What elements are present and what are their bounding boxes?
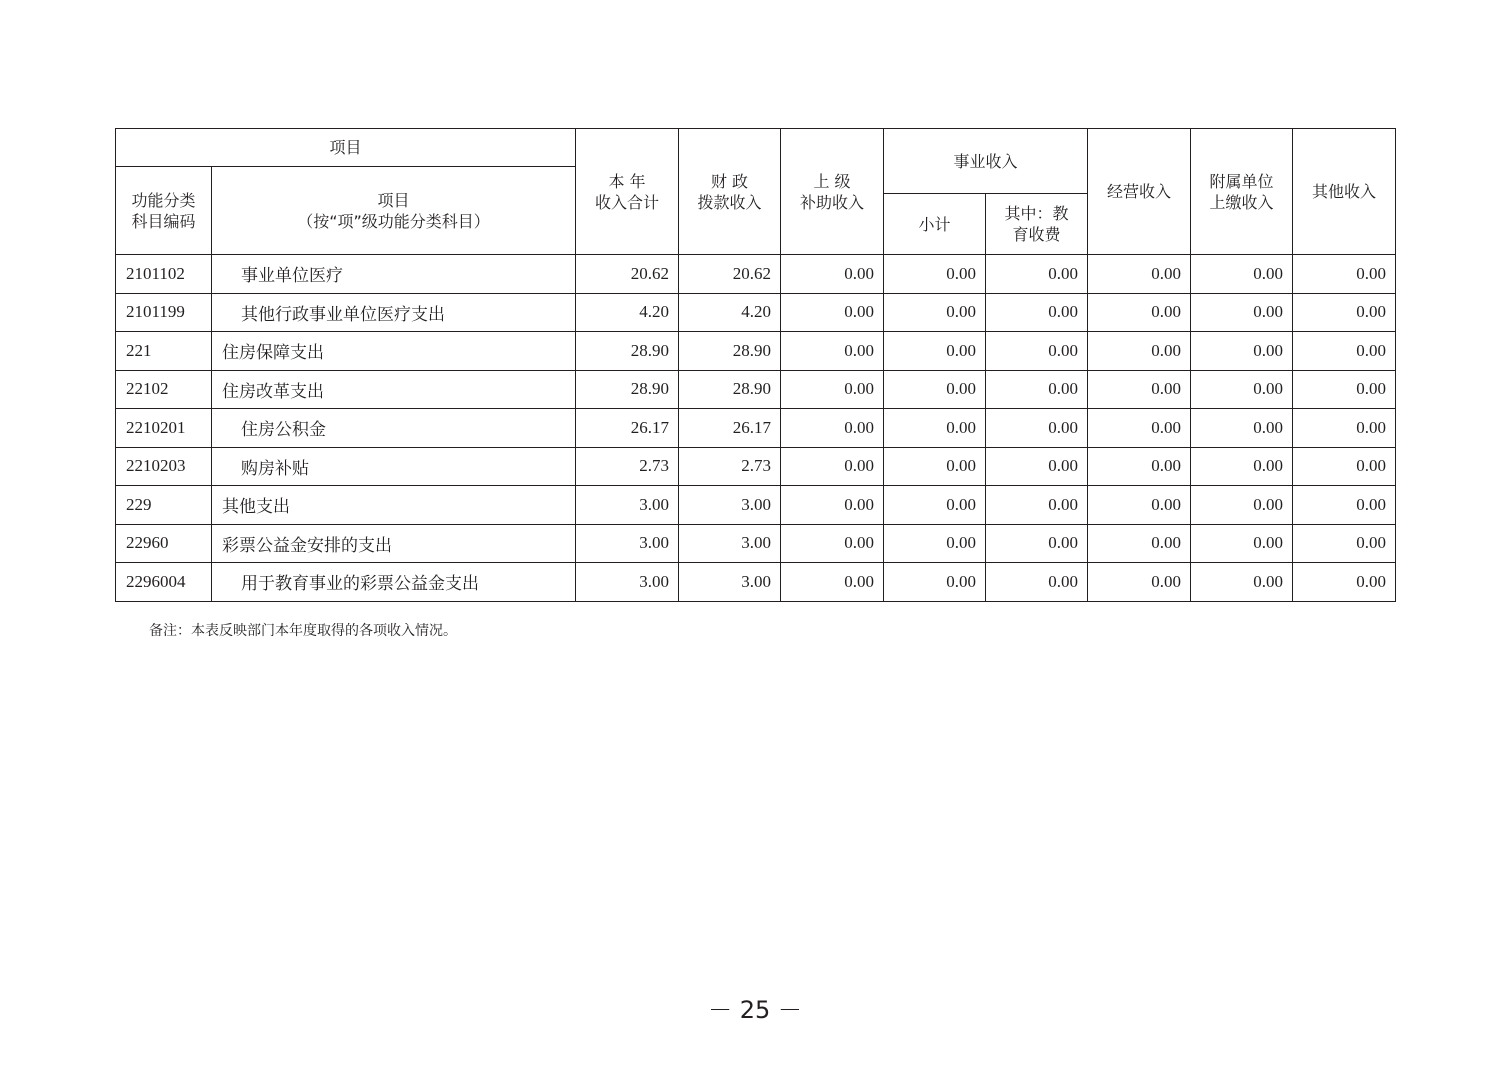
row-item-name: 住房改革支出 — [212, 370, 576, 409]
row-superior-subsidy: 0.00 — [781, 409, 884, 448]
row-other-income: 0.00 — [1293, 293, 1396, 332]
header-affiliated-income — [1191, 129, 1293, 255]
row-other-income: 0.00 — [1293, 447, 1396, 486]
header-edu-line-2: 育收费 — [1012, 225, 1061, 244]
header-education-fee — [986, 194, 1088, 255]
header-total-line-1: 本 年 — [608, 171, 646, 191]
row-total-income: 20.62 — [576, 255, 679, 294]
row-business-subtotal: 0.00 — [884, 409, 986, 448]
table-row — [116, 563, 1396, 602]
row-education-fee: 0.00 — [986, 332, 1088, 371]
row-superior-subsidy: 0.00 — [781, 293, 884, 332]
row-affiliated-income: 0.00 — [1191, 409, 1293, 448]
row-business-subtotal: 0.00 — [884, 524, 986, 563]
row-education-fee: 0.00 — [986, 255, 1088, 294]
row-item-name: 住房保障支出 — [212, 332, 576, 371]
row-superior-subsidy: 0.00 — [781, 332, 884, 371]
header-superior-line-1: 上 级 — [813, 171, 851, 191]
table-row — [116, 524, 1396, 563]
header-project-group: 项目 — [116, 129, 576, 167]
row-other-income: 0.00 — [1293, 370, 1396, 409]
row-fiscal-appropriation: 2.73 — [679, 447, 781, 486]
row-education-fee: 0.00 — [986, 370, 1088, 409]
row-operating-income: 0.00 — [1088, 524, 1191, 563]
row-education-fee: 0.00 — [986, 447, 1088, 486]
row-function-code: 2101199 — [116, 293, 212, 332]
row-business-subtotal: 0.00 — [884, 293, 986, 332]
row-total-income: 28.90 — [576, 370, 679, 409]
table-header — [116, 129, 1396, 255]
row-operating-income: 0.00 — [1088, 486, 1191, 525]
row-superior-subsidy: 0.00 — [781, 563, 884, 602]
header-other-income: 其他收入 — [1293, 129, 1396, 255]
row-operating-income: 0.00 — [1088, 447, 1191, 486]
row-fiscal-appropriation: 3.00 — [679, 486, 781, 525]
row-function-code: 22102 — [116, 370, 212, 409]
row-education-fee: 0.00 — [986, 524, 1088, 563]
header-fiscal-appropriation — [679, 129, 781, 255]
row-total-income: 2.73 — [576, 447, 679, 486]
row-other-income: 0.00 — [1293, 332, 1396, 371]
table-row — [116, 486, 1396, 525]
header-name-line-2: （按“项”级功能分类科目） — [297, 211, 490, 231]
row-function-code: 221 — [116, 332, 212, 371]
row-item-name: 彩票公益金安排的支出 — [212, 524, 576, 563]
row-affiliated-income: 0.00 — [1191, 486, 1293, 525]
row-item-name: 购房补贴 — [212, 447, 576, 486]
row-education-fee: 0.00 — [986, 563, 1088, 602]
table-row — [116, 409, 1396, 448]
row-function-code: 2101102 — [116, 255, 212, 294]
row-business-subtotal: 0.00 — [884, 563, 986, 602]
row-total-income: 3.00 — [576, 486, 679, 525]
row-affiliated-income: 0.00 — [1191, 332, 1293, 371]
row-business-subtotal: 0.00 — [884, 370, 986, 409]
row-other-income: 0.00 — [1293, 409, 1396, 448]
header-total-income — [576, 129, 679, 255]
row-function-code: 229 — [116, 486, 212, 525]
row-other-income: 0.00 — [1293, 255, 1396, 294]
row-business-subtotal: 0.00 — [884, 486, 986, 525]
table-note: 备注：本表反映部门本年度取得的各项收入情况。 — [149, 623, 457, 639]
row-other-income: 0.00 — [1293, 486, 1396, 525]
header-operating-income: 经营收入 — [1088, 129, 1191, 255]
header-affiliated-line-1: 附属单位 — [1209, 171, 1274, 191]
header-affiliated-line-2: 上缴收入 — [1209, 192, 1274, 212]
header-business-income-group: 事业收入 — [884, 129, 1088, 194]
row-fiscal-appropriation: 26.17 — [679, 409, 781, 448]
row-other-income: 0.00 — [1293, 563, 1396, 602]
row-other-income: 0.00 — [1293, 524, 1396, 563]
row-education-fee: 0.00 — [986, 486, 1088, 525]
row-function-code: 2210203 — [116, 447, 212, 486]
table-row — [116, 447, 1396, 486]
row-fiscal-appropriation: 3.00 — [679, 524, 781, 563]
row-superior-subsidy: 0.00 — [781, 370, 884, 409]
table-body — [116, 255, 1396, 602]
row-fiscal-appropriation: 4.20 — [679, 293, 781, 332]
row-operating-income: 0.00 — [1088, 370, 1191, 409]
row-function-code: 22960 — [116, 524, 212, 563]
table-row — [116, 293, 1396, 332]
row-total-income: 3.00 — [576, 563, 679, 602]
row-operating-income: 0.00 — [1088, 409, 1191, 448]
row-business-subtotal: 0.00 — [884, 447, 986, 486]
table-row — [116, 255, 1396, 294]
row-operating-income: 0.00 — [1088, 563, 1191, 602]
row-fiscal-appropriation: 20.62 — [679, 255, 781, 294]
row-item-name: 住房公积金 — [212, 409, 576, 448]
header-superior-subsidy — [781, 129, 884, 255]
row-education-fee: 0.00 — [986, 293, 1088, 332]
header-code-line-1: 功能分类 — [131, 190, 196, 210]
header-fiscal-line-1: 财 政 — [710, 171, 749, 191]
row-operating-income: 0.00 — [1088, 332, 1191, 371]
row-item-name: 用于教育事业的彩票公益金支出 — [212, 563, 576, 602]
header-total-line-2: 收入合计 — [595, 192, 660, 212]
row-affiliated-income: 0.00 — [1191, 524, 1293, 563]
row-item-name: 事业单位医疗 — [212, 255, 576, 294]
row-superior-subsidy: 0.00 — [781, 447, 884, 486]
table-row — [116, 370, 1396, 409]
row-fiscal-appropriation: 3.00 — [679, 563, 781, 602]
row-affiliated-income: 0.00 — [1191, 255, 1293, 294]
row-operating-income: 0.00 — [1088, 293, 1191, 332]
table-row — [116, 332, 1396, 371]
row-education-fee: 0.00 — [986, 409, 1088, 448]
row-affiliated-income: 0.00 — [1191, 370, 1293, 409]
row-affiliated-income: 0.00 — [1191, 447, 1293, 486]
row-superior-subsidy: 0.00 — [781, 486, 884, 525]
row-total-income: 4.20 — [576, 293, 679, 332]
header-code-line-2: 科目编码 — [131, 211, 196, 231]
row-function-code: 2296004 — [116, 563, 212, 602]
row-operating-income: 0.00 — [1088, 255, 1191, 294]
page-number: － 25 － — [708, 996, 802, 1024]
row-business-subtotal: 0.00 — [884, 255, 986, 294]
header-edu-line-1: 其中：教 — [1004, 204, 1069, 223]
header-superior-line-2: 补助收入 — [800, 192, 865, 212]
row-affiliated-income: 0.00 — [1191, 293, 1293, 332]
row-total-income: 28.90 — [576, 332, 679, 371]
row-total-income: 3.00 — [576, 524, 679, 563]
header-function-code — [116, 167, 212, 255]
header-name-line-1: 项目 — [377, 190, 410, 210]
row-superior-subsidy: 0.00 — [781, 524, 884, 563]
income-table — [115, 128, 1396, 602]
row-affiliated-income: 0.00 — [1191, 563, 1293, 602]
header-subtotal: 小计 — [884, 194, 986, 255]
row-function-code: 2210201 — [116, 409, 212, 448]
row-fiscal-appropriation: 28.90 — [679, 332, 781, 371]
row-total-income: 26.17 — [576, 409, 679, 448]
header-item-name — [212, 167, 576, 255]
row-business-subtotal: 0.00 — [884, 332, 986, 371]
row-item-name: 其他支出 — [212, 486, 576, 525]
row-fiscal-appropriation: 28.90 — [679, 370, 781, 409]
header-fiscal-line-2: 拨款收入 — [697, 192, 762, 212]
row-item-name: 其他行政事业单位医疗支出 — [212, 293, 576, 332]
row-superior-subsidy: 0.00 — [781, 255, 884, 294]
